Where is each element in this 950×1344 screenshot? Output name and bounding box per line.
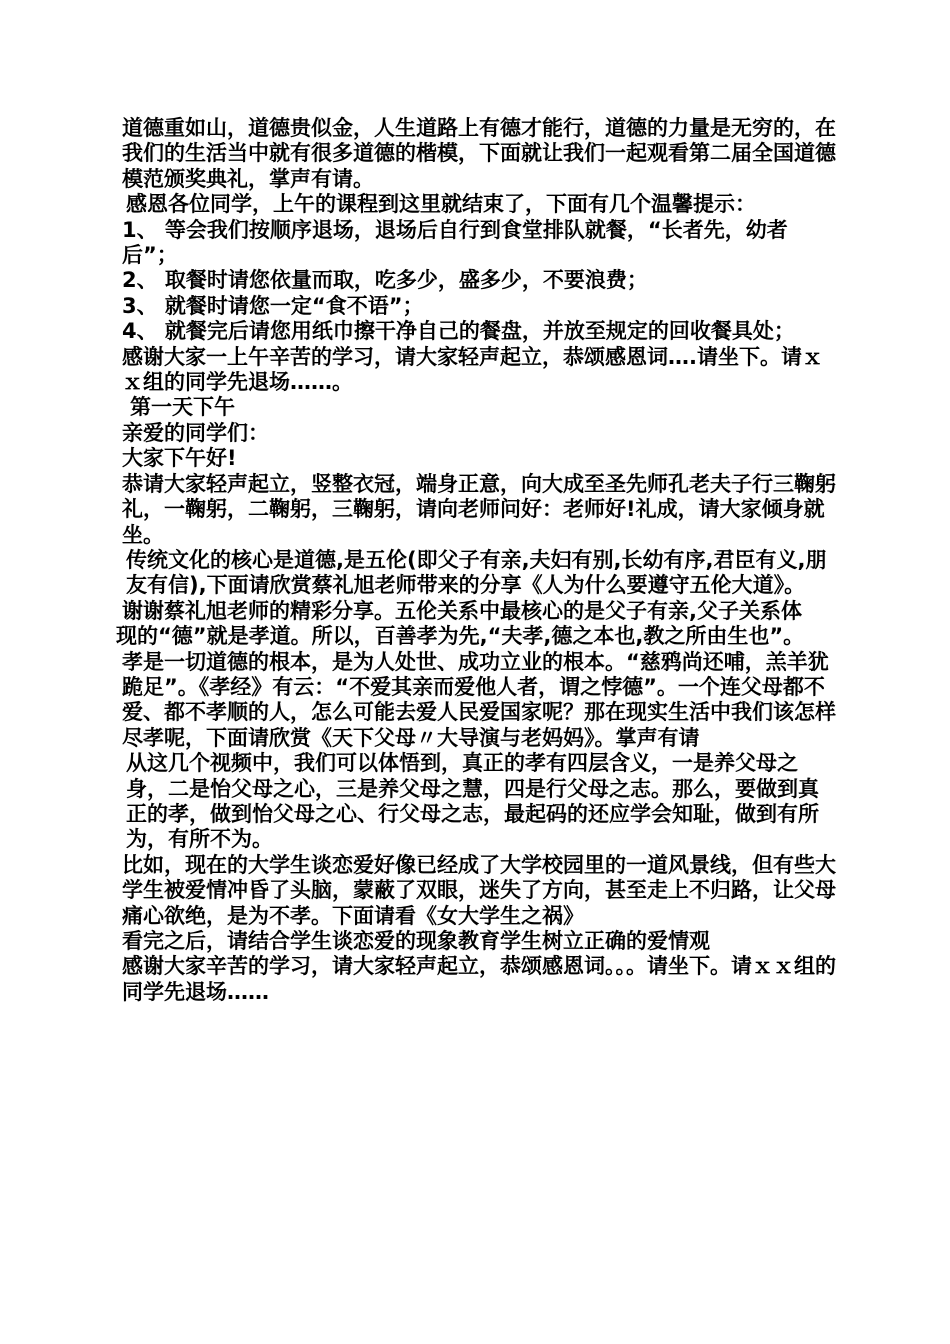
list-item: 4、 就餐完后请您用纸巾擦干净自己的餐盘，并放至规定的回收餐具处； xyxy=(122,319,795,344)
paragraph: 谢谢蔡礼旭老师的精彩分享。五伦关系中最核心的是父子有亲,父子关系体 xyxy=(122,598,802,623)
paragraph: 感谢大家一上午辛苦的学习，请大家轻声起立，恭颂感恩词….请坐下。请ｘｘ组的同学先退场……。 xyxy=(122,344,823,395)
greeting: 亲爱的同学们： xyxy=(122,420,269,445)
paragraph: 孝是一切道德的根本，是为人处世、成功立业的根本。“慈鸦尚还哺，羔羊犹跪足”。《孝经》有云：“不爱其亲而爱他人者，谓之悖德”。一个连父母都不爱、都不孝顺的人，怎么可能去爱人民爱国家呢？那在现实生活中我们该怎样尽孝呢，下面请欣赏《天下父母〃大导演与老妈妈》。掌声有请 xyxy=(122,649,836,750)
paragraph: 感恩各位同学，上午的课程到这里就结束了，下面有几个温馨提示： xyxy=(126,192,756,217)
document-body xyxy=(116,116,836,1005)
paragraph: 现的“德”就是孝道。所以，百善孝为先,“夫孝,德之本也,教之所由生也”。 xyxy=(116,624,805,649)
paragraph: 看完之后，请结合学生谈恋爱的现象教育学生树立正确的爱情观 xyxy=(122,929,710,953)
list-item: 2、 取餐时请您依量而取，吃多少，盛多少，不要浪费； xyxy=(122,268,648,293)
paragraph: 比如，现在的大学生谈恋爱好像已经成了大学校园里的一道风景线，但有些大学生被爱情冲昏了头脑，蒙蔽了双眼，迷失了方向，甚至走上不归路，让父母痛心欲绝，是为不孝。下面请看《女大学生之祸》 xyxy=(122,852,836,928)
paragraph: 感谢大家辛苦的学习，请大家轻声起立，恭颂感恩词。。。请坐下。请ｘｘ组的同学先退场…… xyxy=(122,954,836,1004)
list-item: 3、 就餐时请您一定“食不语”； xyxy=(122,293,424,318)
paragraph: 道德重如山，道德贵似金，人生道路上有德才能行，道德的力量是无穷的，在我们的生活当中就有很多道德的楷模，下面就让我们一起观看第二届全国道德模范颁奖典礼，掌声有请。 xyxy=(122,116,836,191)
paragraph: 恭请大家轻声起立，竖整衣冠，端身正意，向大成至圣先师孔老夫子行三鞠躬礼，一鞠躬，二鞠躬，三鞠躬，请向老师问好：老师好!礼成，请大家倾身就坐。 xyxy=(122,471,836,547)
paragraph: 传统文化的核心是道德,是五伦(即父子有亲,夫妇有别,长幼有序,君臣有义,朋友有信),下面请欣赏蔡礼旭老师带来的分享《人为什么要遵守五伦大道》。 xyxy=(126,547,827,598)
greeting: 大家下午好! xyxy=(122,446,237,471)
list-item: 1、 等会我们按顺序退场，退场后自行到食堂排队就餐，“长者先，幼者后”； xyxy=(122,217,788,268)
section-heading: 第一天下午 xyxy=(130,395,235,420)
paragraph: 从这几个视频中，我们可以体悟到，真正的孝有四层含义，一是养父母之身，二是怡父母之心，三是养父母之慧，四是行父母之志。那么，要做到真正的孝，做到怡父母之心、行父母之志，最起码的还应学会知耻，做到有所为，有所不为。 xyxy=(126,751,819,852)
